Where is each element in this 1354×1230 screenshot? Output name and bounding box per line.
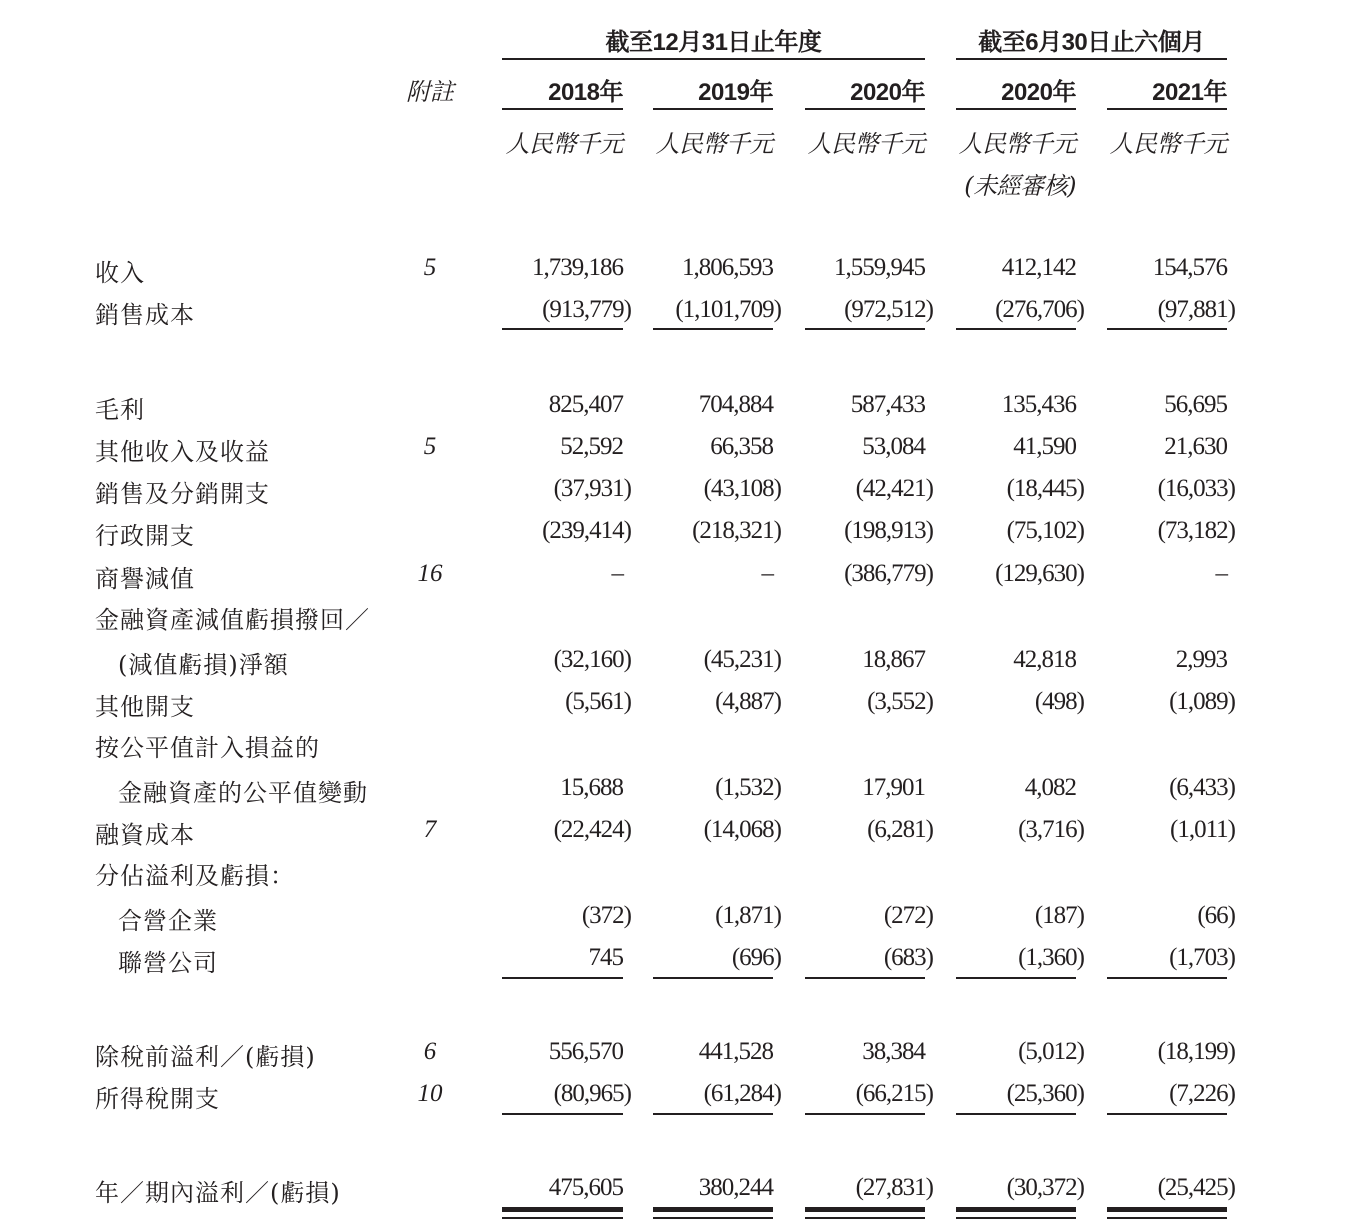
total-double-rule bbox=[1107, 1207, 1227, 1212]
row-value: (45,231) bbox=[703, 646, 781, 673]
row-label: 其他開支 bbox=[95, 693, 195, 721]
row-value: (22,424) bbox=[553, 816, 631, 843]
row-label: 按公平值計入損益的 bbox=[95, 734, 320, 762]
row-value: (276,706) bbox=[995, 296, 1084, 323]
row-value: 42,818 bbox=[1013, 646, 1076, 673]
subtotal-rule bbox=[956, 977, 1076, 979]
row-value: (30,372) bbox=[1006, 1174, 1084, 1201]
row-value: (18,199) bbox=[1157, 1038, 1235, 1065]
subtotal-rule bbox=[653, 328, 773, 330]
row-value: (1,101,709) bbox=[675, 296, 781, 323]
year-rule bbox=[805, 108, 925, 110]
subtotal-rule bbox=[1107, 328, 1227, 330]
group-rule-annual bbox=[502, 58, 925, 60]
subtotal-rule bbox=[653, 977, 773, 979]
subtotal-rule bbox=[956, 328, 1076, 330]
total-double-rule bbox=[653, 1217, 773, 1219]
row-value: (66,215) bbox=[855, 1080, 933, 1107]
row-label: 行政開支 bbox=[95, 522, 195, 550]
row-label: 聯營公司 bbox=[118, 949, 218, 977]
row-value: 18,867 bbox=[862, 646, 925, 673]
unaudited-label: (未經審核) bbox=[964, 172, 1076, 200]
row-label: 除稅前溢利／(虧損) bbox=[95, 1043, 316, 1071]
unit-label: 人民幣千元 bbox=[1109, 130, 1227, 158]
row-value: (61,284) bbox=[703, 1080, 781, 1107]
row-value: 380,244 bbox=[698, 1174, 773, 1201]
total-double-rule bbox=[1107, 1217, 1227, 1219]
year-rule bbox=[1107, 108, 1227, 110]
group-header-annual: 截至12月31日止年度 bbox=[605, 29, 822, 56]
row-value: (913,779) bbox=[542, 296, 631, 323]
row-note: 7 bbox=[423, 816, 437, 843]
row-label: 合營企業 bbox=[118, 907, 218, 935]
row-value: 66,358 bbox=[710, 433, 773, 460]
row-value: (1,703) bbox=[1169, 944, 1235, 971]
note-column-header: 附註 bbox=[406, 78, 454, 106]
row-value: (272) bbox=[883, 902, 933, 929]
row-value: (386,779) bbox=[844, 560, 933, 587]
row-value: 441,528 bbox=[698, 1038, 773, 1065]
row-value: (75,102) bbox=[1006, 517, 1084, 544]
subtotal-rule bbox=[805, 977, 925, 979]
row-value: (18,445) bbox=[1006, 475, 1084, 502]
row-value: (5,012) bbox=[1018, 1038, 1084, 1065]
row-value: (43,108) bbox=[703, 475, 781, 502]
row-note: 10 bbox=[417, 1080, 443, 1107]
row-value: (7,226) bbox=[1169, 1080, 1235, 1107]
row-value: 41,590 bbox=[1013, 433, 1076, 460]
row-value: (3,716) bbox=[1018, 816, 1084, 843]
row-value: (80,965) bbox=[553, 1080, 631, 1107]
row-value: 15,688 bbox=[560, 774, 623, 801]
row-note: 16 bbox=[417, 560, 443, 587]
total-double-rule bbox=[805, 1217, 925, 1219]
subtotal-rule bbox=[1107, 1113, 1227, 1115]
subtotal-rule bbox=[653, 1113, 773, 1115]
row-value: (6,433) bbox=[1169, 774, 1235, 801]
unit-label: 人民幣千元 bbox=[958, 130, 1076, 158]
row-label: 銷售成本 bbox=[95, 301, 195, 329]
row-value: (972,512) bbox=[844, 296, 933, 323]
row-value: (6,281) bbox=[867, 816, 933, 843]
row-note: 5 bbox=[423, 433, 437, 460]
row-value: 17,901 bbox=[862, 774, 925, 801]
row-label: 其他收入及收益 bbox=[95, 438, 270, 466]
unit-label: 人民幣千元 bbox=[807, 130, 925, 158]
row-value: 587,433 bbox=[850, 391, 925, 418]
row-value: 154,576 bbox=[1152, 254, 1227, 281]
row-label: 所得稅開支 bbox=[95, 1085, 220, 1113]
row-value: (696) bbox=[731, 944, 781, 971]
year-header-2020: 2020年 bbox=[850, 79, 925, 106]
row-value: 21,630 bbox=[1164, 433, 1227, 460]
subtotal-rule bbox=[502, 328, 623, 330]
row-value: 56,695 bbox=[1164, 391, 1227, 418]
row-label: 銷售及分銷開支 bbox=[95, 480, 270, 508]
unit-label: 人民幣千元 bbox=[505, 130, 623, 158]
row-value: (73,182) bbox=[1157, 517, 1235, 544]
row-note: 5 bbox=[423, 254, 437, 281]
group-header-interim: 截至6月30日止六個月 bbox=[978, 29, 1205, 56]
row-value: (37,931) bbox=[553, 475, 631, 502]
row-value: (14,068) bbox=[703, 816, 781, 843]
row-value: – bbox=[761, 560, 773, 587]
year-rule bbox=[956, 108, 1076, 110]
total-double-rule bbox=[805, 1207, 925, 1212]
row-value: 38,384 bbox=[862, 1038, 925, 1065]
row-value: (3,552) bbox=[867, 688, 933, 715]
row-value: 825,407 bbox=[548, 391, 623, 418]
row-value: 1,806,593 bbox=[682, 254, 773, 281]
row-value: 704,884 bbox=[698, 391, 773, 418]
group-rule-interim bbox=[956, 58, 1227, 60]
row-note: 6 bbox=[423, 1038, 437, 1065]
row-value: 4,082 bbox=[1024, 774, 1076, 801]
row-value: 475,605 bbox=[548, 1174, 623, 1201]
year-header-2021-h1: 2021年 bbox=[1152, 79, 1227, 106]
row-label: 收入 bbox=[95, 259, 145, 287]
row-value: (66) bbox=[1197, 902, 1235, 929]
row-value: 53,084 bbox=[862, 433, 925, 460]
row-value: (1,871) bbox=[715, 902, 781, 929]
row-label: 商譽減值 bbox=[95, 565, 195, 593]
row-value: (5,561) bbox=[565, 688, 631, 715]
row-value: 1,559,945 bbox=[834, 254, 925, 281]
row-label: 年／期內溢利／(虧損) bbox=[95, 1179, 341, 1207]
row-value: 135,436 bbox=[1001, 391, 1076, 418]
row-value: – bbox=[1215, 560, 1227, 587]
year-header-2018: 2018年 bbox=[548, 79, 623, 106]
row-value: 745 bbox=[588, 944, 623, 971]
total-double-rule bbox=[653, 1207, 773, 1212]
row-value: (4,887) bbox=[715, 688, 781, 715]
row-value: (187) bbox=[1034, 902, 1084, 929]
year-header-2020-h1: 2020年 bbox=[1001, 79, 1076, 106]
row-value: (1,532) bbox=[715, 774, 781, 801]
total-double-rule bbox=[956, 1217, 1076, 1219]
row-value: (1,011) bbox=[1170, 816, 1235, 843]
row-value: 556,570 bbox=[548, 1038, 623, 1065]
row-label: 融資成本 bbox=[95, 821, 195, 849]
row-value: (25,425) bbox=[1157, 1174, 1235, 1201]
row-value: (42,421) bbox=[855, 475, 933, 502]
row-value: (129,630) bbox=[995, 560, 1084, 587]
row-value: (1,360) bbox=[1018, 944, 1084, 971]
row-label: (減值虧損)淨額 bbox=[118, 651, 289, 679]
row-value: – bbox=[611, 560, 623, 587]
total-double-rule bbox=[956, 1207, 1076, 1212]
total-double-rule bbox=[502, 1207, 623, 1212]
row-value: (32,160) bbox=[553, 646, 631, 673]
row-label: 分佔溢利及虧損： bbox=[95, 862, 295, 890]
subtotal-rule bbox=[805, 328, 925, 330]
row-value: (498) bbox=[1034, 688, 1084, 715]
row-value: 412,142 bbox=[1001, 254, 1076, 281]
row-label: 毛利 bbox=[95, 396, 145, 424]
row-value: 2,993 bbox=[1175, 646, 1227, 673]
row-label: 金融資產的公平值變動 bbox=[118, 779, 368, 807]
subtotal-rule bbox=[502, 977, 623, 979]
row-value: (97,881) bbox=[1157, 296, 1235, 323]
unit-label: 人民幣千元 bbox=[655, 130, 773, 158]
row-value: (27,831) bbox=[855, 1174, 933, 1201]
row-value: (372) bbox=[581, 902, 631, 929]
row-value: (239,414) bbox=[542, 517, 631, 544]
row-value: 52,592 bbox=[560, 433, 623, 460]
subtotal-rule bbox=[1107, 977, 1227, 979]
year-header-2019: 2019年 bbox=[698, 79, 773, 106]
subtotal-rule bbox=[502, 1113, 623, 1115]
row-value: (25,360) bbox=[1006, 1080, 1084, 1107]
row-value: 1,739,186 bbox=[532, 254, 623, 281]
row-value: (198,913) bbox=[844, 517, 933, 544]
subtotal-rule bbox=[956, 1113, 1076, 1115]
total-double-rule bbox=[502, 1217, 623, 1219]
row-value: (218,321) bbox=[692, 517, 781, 544]
row-value: (16,033) bbox=[1157, 475, 1235, 502]
row-value: (683) bbox=[883, 944, 933, 971]
row-value: (1,089) bbox=[1169, 688, 1235, 715]
year-rule bbox=[502, 108, 623, 110]
row-label: 金融資產減值虧損撥回／ bbox=[95, 606, 370, 634]
year-rule bbox=[653, 108, 773, 110]
subtotal-rule bbox=[805, 1113, 925, 1115]
